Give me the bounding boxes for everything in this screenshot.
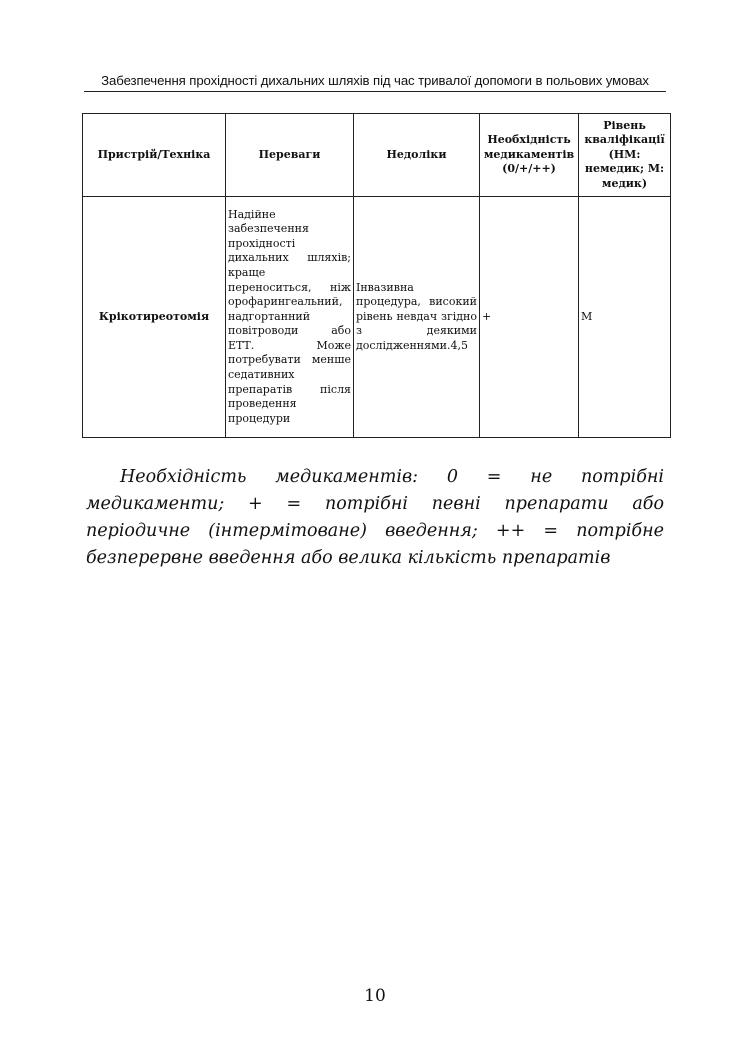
device-table [82,113,671,438]
column-header-skill-level: Рівень кваліфікації (НМ: немедик; М: медик) [579,114,671,197]
column-header-medication: Необхідність медикаментів (0/+/++) [480,114,579,197]
cell-medication: + [480,197,579,438]
header-rule [84,91,666,92]
cell-disadvantages: Інвазивна процедура, високий рівень невдач згідно з деякими дослідженнями.4,5 [354,197,480,438]
cell-advantages: Надійне забезпечення прохідності дихальних шляхів; краще переноситься, ніж орофарингеальний, надгортанний повітроводи або ЕТТ. Може потребувати менше седативних препаратів після проведення процедури [226,197,354,438]
cell-device: Крікотиреотомія [83,197,226,438]
table-header-row [83,114,671,197]
table-row [83,197,671,438]
column-header-advantages: Переваги [226,114,354,197]
table-note: Необхідність медикаментів: 0 = не потрібні медикаменти; + = потрібні певні препарати або періодичне (інтермітоване) введення; ++ = потрібне безперервне введення або велика кількість препаратів [86,467,664,568]
column-header-device: Пристрій/Техніка [83,114,226,197]
cell-skill-level: М [579,197,671,438]
column-header-disadvantages: Недоліки [354,114,480,197]
page-number: 10 [364,986,386,1006]
running-header: Забезпечення прохідності дихальних шляхів під час тривалої допомоги в польових умовах [101,73,649,88]
